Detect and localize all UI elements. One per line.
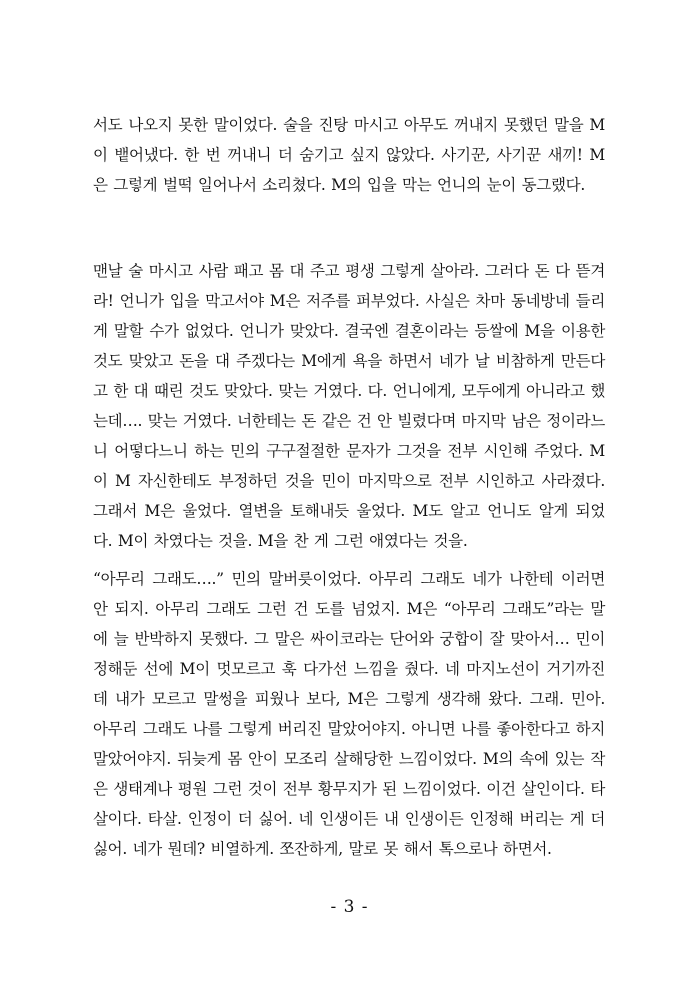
paragraph-text: “아무리 그래도….” 민의 말버릇이었다. 아무리 그래도 네가 나한테 이러면 안 되지. 아무리 그래도 그런 건 도를 넘었지. M은 “아무리 그래도”라는 말에 늘 반박하지 못했다. 그 말은 싸이코라는 단어와 궁합이 잘 맞아서… 민이 정해둔 선에 M이 멋모르고 훅 다가선 느낌을 줬다. 네 마지노선이 거기까진데 내가 모르고 말썽을 피웠나 보다, M은 그렇게 생각해 왔다. 그래. 민아. 아무리 그래도 나를 그렇게 버리진 말았어야지. 아니면 나를 좋아한다고 하지 말았어야지. 뒤늦게 몸 안이 모조리 살해당한 느낌이었다. M의 속에 있는 작은 생태계나 평원 그런 것이 전부 황무지가 된 느낌이었다. 이건 살인이다. 타살이다. 타살. 인정이 더 싫어. 네 인생이든 내 인생이든 인정해 버리는 게 더 싫어. 네가 뭔데? 비열하게. 쪼잔하게, 말로 못 해서 톡으로나 하면서. xyxy=(93,570,605,858)
page-number: - 3 - xyxy=(330,897,369,917)
paragraph-text: 서도 나오지 못한 말이었다. 술을 진탕 마시고 아무도 꺼내지 못했던 말을 M이 뱉어냈다. 한 번 꺼내니 더 숨기고 싶지 않았다. 사기꾼, 사기꾼 새끼! M은 그렇게 벌떡 일어나서 소리쳤다. M의 입을 막는 언니의 눈이 동그랬다. xyxy=(93,116,605,194)
body-paragraph-1 xyxy=(93,110,605,200)
body-paragraph-2 xyxy=(93,256,605,556)
paragraph-text: 맨날 술 마시고 사람 패고 몸 대 주고 평생 그렇게 살아라. 그러다 돈 다 뜯겨라! 언니가 입을 막고서야 M은 저주를 퍼부었다. 사실은 차마 동네방네 들리게 말할 수가 없었다. 언니가 맞았다. 결국엔 결혼이라는 등쌀에 M을 이용한 것도 맞았고 돈을 대 주겠다는 M에게 욕을 하면서 네가 날 비참하게 만든다고 한 대 때린 것도 맞았다. 맞는 거였다. 다. 언니에게, 모두에게 아니라고 했는데…. 맞는 거였다. 너한테는 돈 같은 건 안 빌렸다며 마지막 남은 정이라느니 어떻다느니 하는 민의 구구절절한 문자가 그것을 전부 시인해 주었다. M이 M 자신한테도 부정하던 것을 민이 마지막으로 전부 시인하고 사라졌다. 그래서 M은 울었다. 열변을 토해내듯 울었다. M도 알고 언니도 알게 되었다. M이 차였다는 것을. M을 찬 게 그런 애였다는 것을. xyxy=(93,262,605,550)
body-paragraph-3 xyxy=(93,564,605,864)
